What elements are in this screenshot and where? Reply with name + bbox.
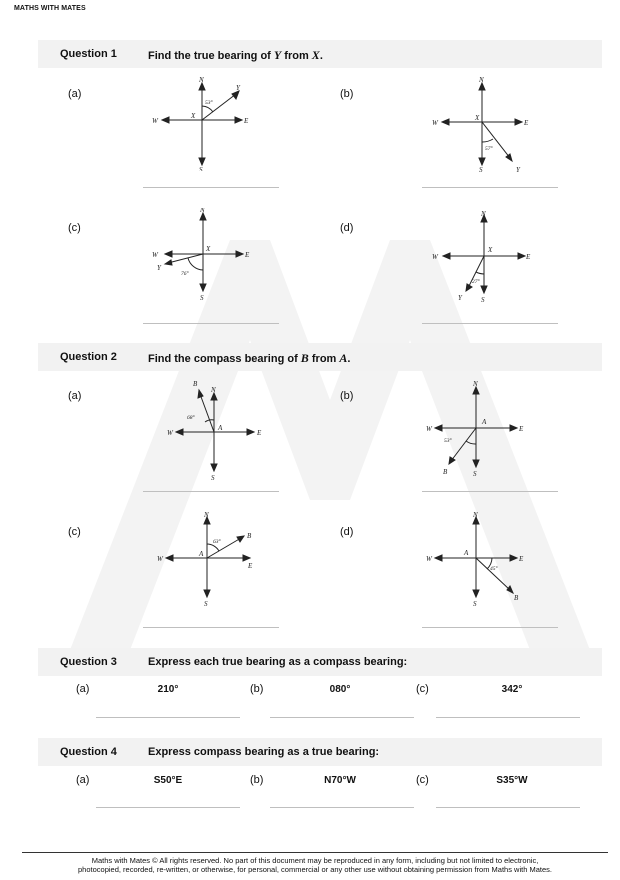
svg-text:E: E bbox=[519, 425, 524, 433]
question-4-label: Question 4 bbox=[60, 746, 117, 758]
q2-part-d-label: (d) bbox=[340, 526, 354, 538]
q3-c-answer-line[interactable] bbox=[436, 717, 580, 718]
svg-text:E: E bbox=[248, 562, 253, 570]
svg-text:N: N bbox=[200, 208, 205, 214]
svg-text:W: W bbox=[152, 251, 158, 259]
svg-text:E: E bbox=[257, 429, 262, 437]
svg-text:S: S bbox=[481, 296, 485, 304]
q2-a-answer-line[interactable] bbox=[143, 491, 279, 492]
svg-text:B: B bbox=[443, 468, 448, 476]
svg-text:N: N bbox=[473, 511, 478, 519]
q2-c-answer-line[interactable] bbox=[143, 627, 279, 628]
svg-text:N: N bbox=[481, 210, 486, 218]
svg-text:S: S bbox=[204, 600, 208, 608]
q4-c-label: (c) bbox=[416, 774, 429, 786]
svg-text:W: W bbox=[426, 425, 432, 433]
svg-text:S: S bbox=[211, 474, 215, 482]
svg-text:E: E bbox=[519, 555, 524, 563]
question-1-header bbox=[38, 40, 602, 68]
svg-text:B: B bbox=[247, 532, 252, 540]
q2-a-bearing-diagram bbox=[165, 376, 270, 484]
q2-b-answer-line[interactable] bbox=[422, 491, 558, 492]
svg-text:Y: Y bbox=[236, 84, 240, 92]
svg-text:N: N bbox=[204, 511, 209, 519]
svg-text:63°: 63° bbox=[213, 539, 221, 545]
svg-text:S: S bbox=[200, 294, 204, 302]
svg-text:N: N bbox=[199, 76, 204, 84]
q1-b-bearing-diagram bbox=[430, 76, 540, 176]
svg-text:E: E bbox=[245, 251, 250, 259]
svg-text:E: E bbox=[244, 117, 249, 125]
question-3-title: Express each true bearing as a compass bearing: bbox=[148, 656, 408, 668]
copyright-footer bbox=[22, 856, 608, 874]
svg-text:W: W bbox=[432, 119, 438, 127]
svg-text:A: A bbox=[218, 424, 223, 432]
q2-c-bearing-diagram bbox=[155, 510, 265, 610]
svg-text:A: A bbox=[464, 549, 469, 557]
svg-text:Y: Y bbox=[516, 166, 520, 174]
svg-text:W: W bbox=[432, 253, 438, 261]
q1-d-answer-line[interactable] bbox=[422, 323, 558, 324]
brand-name: MATHS WITH MATES bbox=[14, 5, 86, 12]
q4-c-value: S35°W bbox=[496, 775, 528, 786]
q2-part-a-label: (a) bbox=[68, 390, 82, 402]
q1-part-c-label: (c) bbox=[68, 222, 81, 234]
svg-text:W: W bbox=[167, 429, 173, 437]
q2-d-bearing-diagram bbox=[424, 510, 534, 610]
svg-text:A: A bbox=[199, 550, 204, 558]
question-1-label: Question 1 bbox=[60, 48, 117, 60]
q3-a-label: (a) bbox=[76, 683, 90, 695]
q4-a-answer-line[interactable] bbox=[96, 807, 240, 808]
svg-text:S: S bbox=[199, 166, 203, 171]
q2-b-bearing-diagram bbox=[424, 376, 534, 481]
svg-text:76°: 76° bbox=[181, 271, 189, 277]
svg-text:E: E bbox=[526, 253, 531, 261]
q1-c-bearing-diagram bbox=[148, 208, 258, 303]
q4-c-answer-line[interactable] bbox=[436, 807, 580, 808]
question-4-header bbox=[38, 738, 602, 766]
q1-b-answer-line[interactable] bbox=[422, 187, 558, 188]
question-2-title: Find the compass bearing of B from A. bbox=[148, 351, 351, 365]
question-2-header bbox=[38, 343, 602, 371]
svg-text:57°: 57° bbox=[485, 146, 493, 152]
footer-line-2: photocopied, recorded, re-written, or otherwise, for personal, commercial or any other use without obtaining permission from Maths with Mates. bbox=[78, 865, 552, 874]
question-3-label: Question 3 bbox=[60, 656, 117, 668]
q4-a-label: (a) bbox=[76, 774, 90, 786]
svg-text:X: X bbox=[206, 245, 211, 253]
svg-text:X: X bbox=[488, 246, 493, 254]
q3-a-answer-line[interactable] bbox=[96, 717, 240, 718]
svg-text:53°: 53° bbox=[444, 438, 452, 444]
svg-text:45°: 45° bbox=[490, 566, 498, 572]
svg-text:N: N bbox=[473, 380, 478, 388]
svg-text:S: S bbox=[473, 470, 477, 478]
question-3-header bbox=[38, 648, 602, 676]
footer-divider bbox=[22, 852, 608, 853]
q2-part-b-label: (b) bbox=[340, 390, 354, 402]
q3-b-label: (b) bbox=[250, 683, 264, 695]
svg-text:B: B bbox=[193, 380, 198, 388]
q2-part-c-label: (c) bbox=[68, 526, 81, 538]
q1-a-answer-line[interactable] bbox=[143, 187, 279, 188]
svg-text:N: N bbox=[211, 386, 216, 394]
q4-b-label: (b) bbox=[250, 774, 264, 786]
q1-a-bearing-diagram bbox=[150, 76, 260, 171]
svg-text:Y: Y bbox=[458, 294, 462, 302]
svg-text:68°: 68° bbox=[187, 415, 195, 421]
q4-a-value: S50°E bbox=[153, 775, 183, 786]
svg-text:B: B bbox=[514, 594, 519, 602]
q4-b-answer-line[interactable] bbox=[270, 807, 414, 808]
svg-text:N: N bbox=[479, 76, 484, 84]
q1-part-a-label: (a) bbox=[68, 88, 82, 100]
svg-text:E: E bbox=[524, 119, 529, 127]
q3-c-label: (c) bbox=[416, 683, 429, 695]
svg-text:X: X bbox=[191, 112, 196, 120]
svg-text:W: W bbox=[426, 555, 432, 563]
svg-text:W: W bbox=[152, 117, 158, 125]
q1-part-d-label: (d) bbox=[340, 222, 354, 234]
q4-b-value: N70°W bbox=[324, 775, 356, 786]
q1-part-b-label: (b) bbox=[340, 88, 354, 100]
svg-text:X: X bbox=[475, 114, 480, 122]
footer-line-1: Maths with Mates © All rights reserved. No part of this document may be reproduced in any form, including but not limited to electronic, bbox=[91, 856, 539, 865]
svg-text:A: A bbox=[482, 418, 487, 426]
question-1-title: Find the true bearing of Y from X. bbox=[148, 48, 323, 62]
q3-a-value: 210° bbox=[157, 684, 179, 695]
svg-text:S: S bbox=[473, 600, 477, 608]
svg-text:27°: 27° bbox=[472, 279, 480, 285]
q3-b-answer-line[interactable] bbox=[270, 717, 414, 718]
svg-text:S: S bbox=[479, 166, 483, 174]
svg-text:Y: Y bbox=[157, 264, 161, 272]
question-4-title: Express compass bearing as a true bearing: bbox=[148, 746, 380, 758]
q3-c-value: 342° bbox=[501, 684, 523, 695]
svg-text:53°: 53° bbox=[205, 100, 213, 106]
q1-d-bearing-diagram bbox=[430, 208, 540, 308]
q3-b-value: 080° bbox=[329, 684, 351, 695]
question-2-label: Question 2 bbox=[60, 351, 117, 363]
q1-c-answer-line[interactable] bbox=[143, 323, 279, 324]
svg-text:W: W bbox=[157, 555, 163, 563]
q2-d-answer-line[interactable] bbox=[422, 627, 558, 628]
